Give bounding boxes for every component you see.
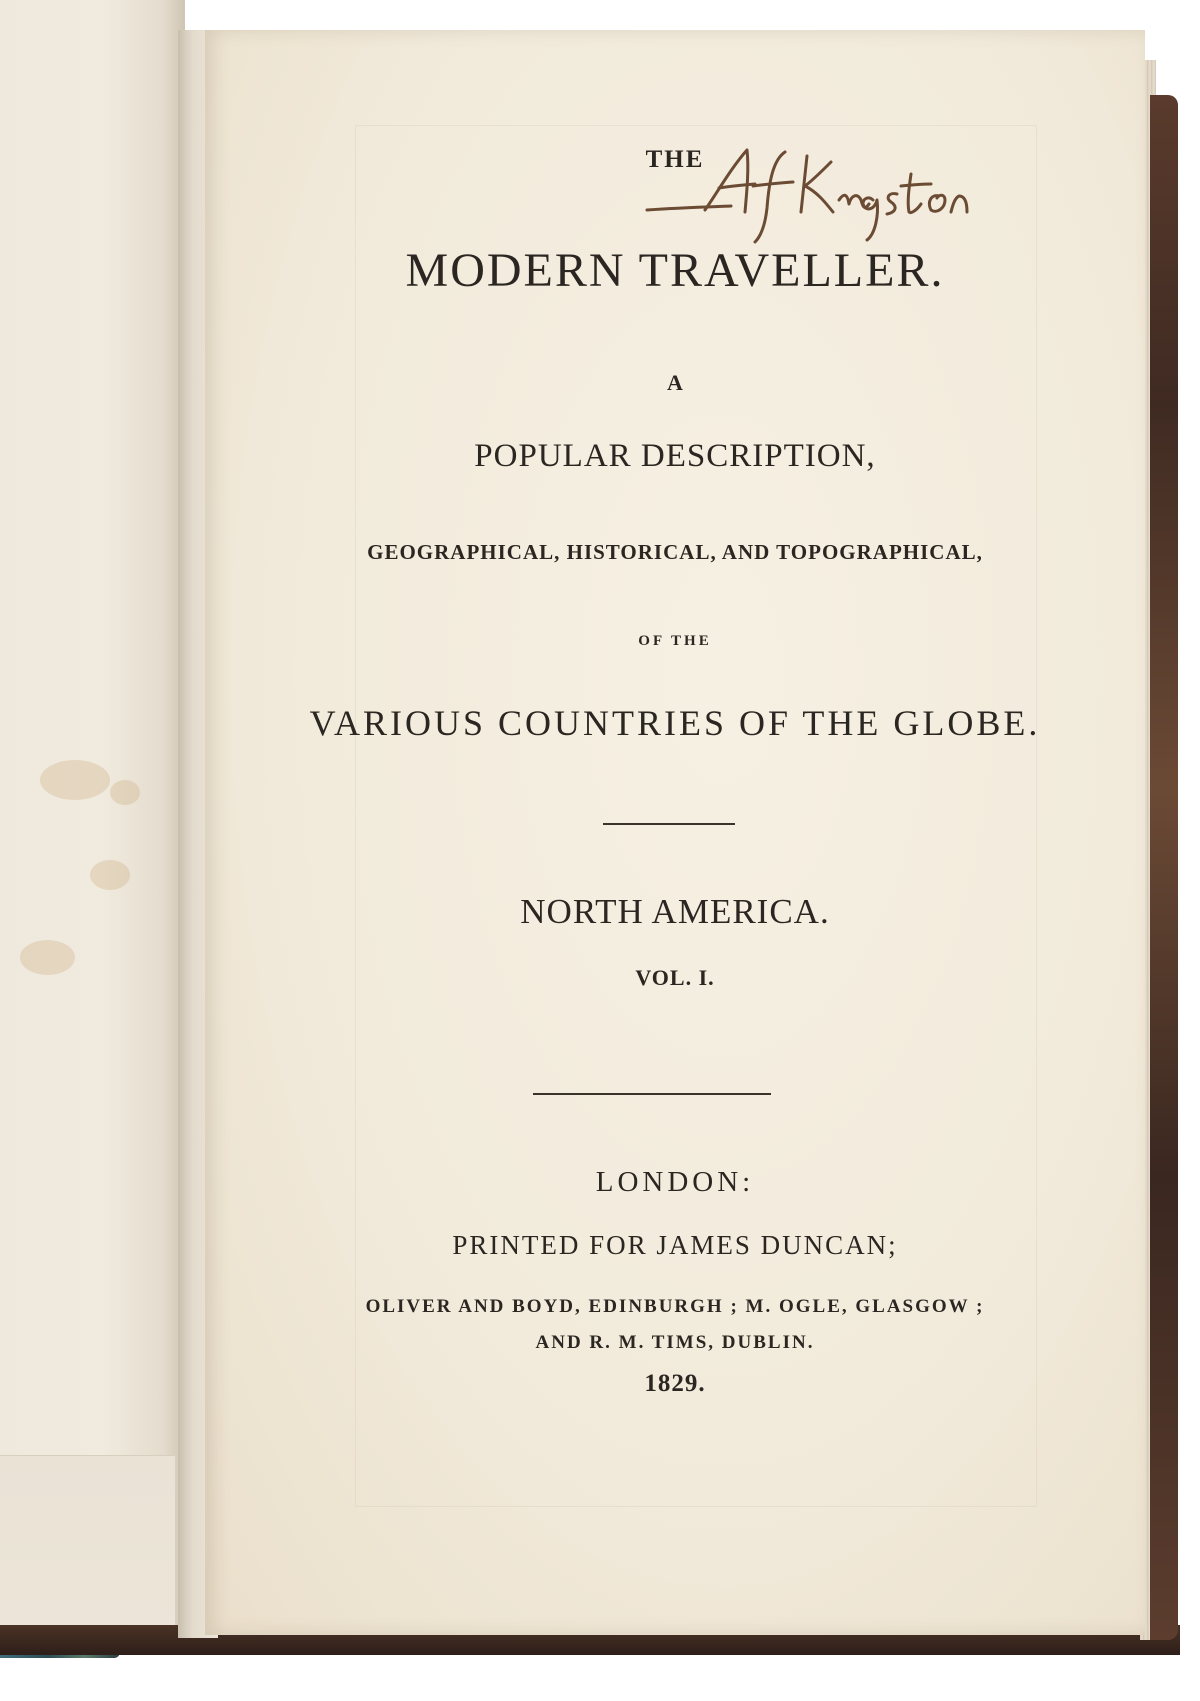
volume-number: VOL. I. bbox=[635, 965, 715, 990]
imprint-city: LONDON: bbox=[595, 1166, 755, 1198]
imprint-year: 1829. bbox=[644, 1370, 706, 1397]
imprint-booksellers: AND R. M. TIMS, DUBLIN. bbox=[535, 1332, 815, 1353]
foxing-stain bbox=[40, 760, 110, 800]
title-the: THE bbox=[645, 146, 705, 173]
title-a: A bbox=[667, 370, 683, 395]
subtitle-end: VARIOUS COUNTRIES OF THE GLOBE. bbox=[309, 703, 1041, 743]
foxing-stain bbox=[110, 780, 140, 805]
title-page bbox=[205, 30, 1145, 1635]
divider-rule bbox=[533, 1093, 771, 1095]
foxing-stain bbox=[20, 940, 75, 975]
imprint-booksellers: OLIVER AND BOYD, EDINBURGH ; M. OGLE, GLASGOW ; bbox=[365, 1296, 985, 1317]
imprint-printer: PRINTED FOR JAMES DUNCAN; bbox=[452, 1230, 898, 1260]
leather-board-edge bbox=[1150, 95, 1178, 1640]
handwritten-signature bbox=[635, 138, 1055, 248]
endpaper-fold bbox=[0, 1455, 175, 1646]
main-title: MODERN TRAVELLER. bbox=[405, 244, 945, 297]
subtitle-detail: GEOGRAPHICAL, HISTORICAL, AND TOPOGRAPHICAL, bbox=[367, 540, 983, 564]
signature-text: A F Kingston bbox=[635, 138, 641, 139]
divider-rule bbox=[603, 823, 735, 825]
left-endpaper bbox=[0, 0, 185, 1640]
subtitle: POPULAR DESCRIPTION, bbox=[474, 438, 876, 474]
foxing-stain bbox=[90, 860, 130, 890]
region-title: NORTH AMERICA. bbox=[520, 892, 830, 931]
subtitle-of-the: OF THE bbox=[638, 633, 712, 649]
